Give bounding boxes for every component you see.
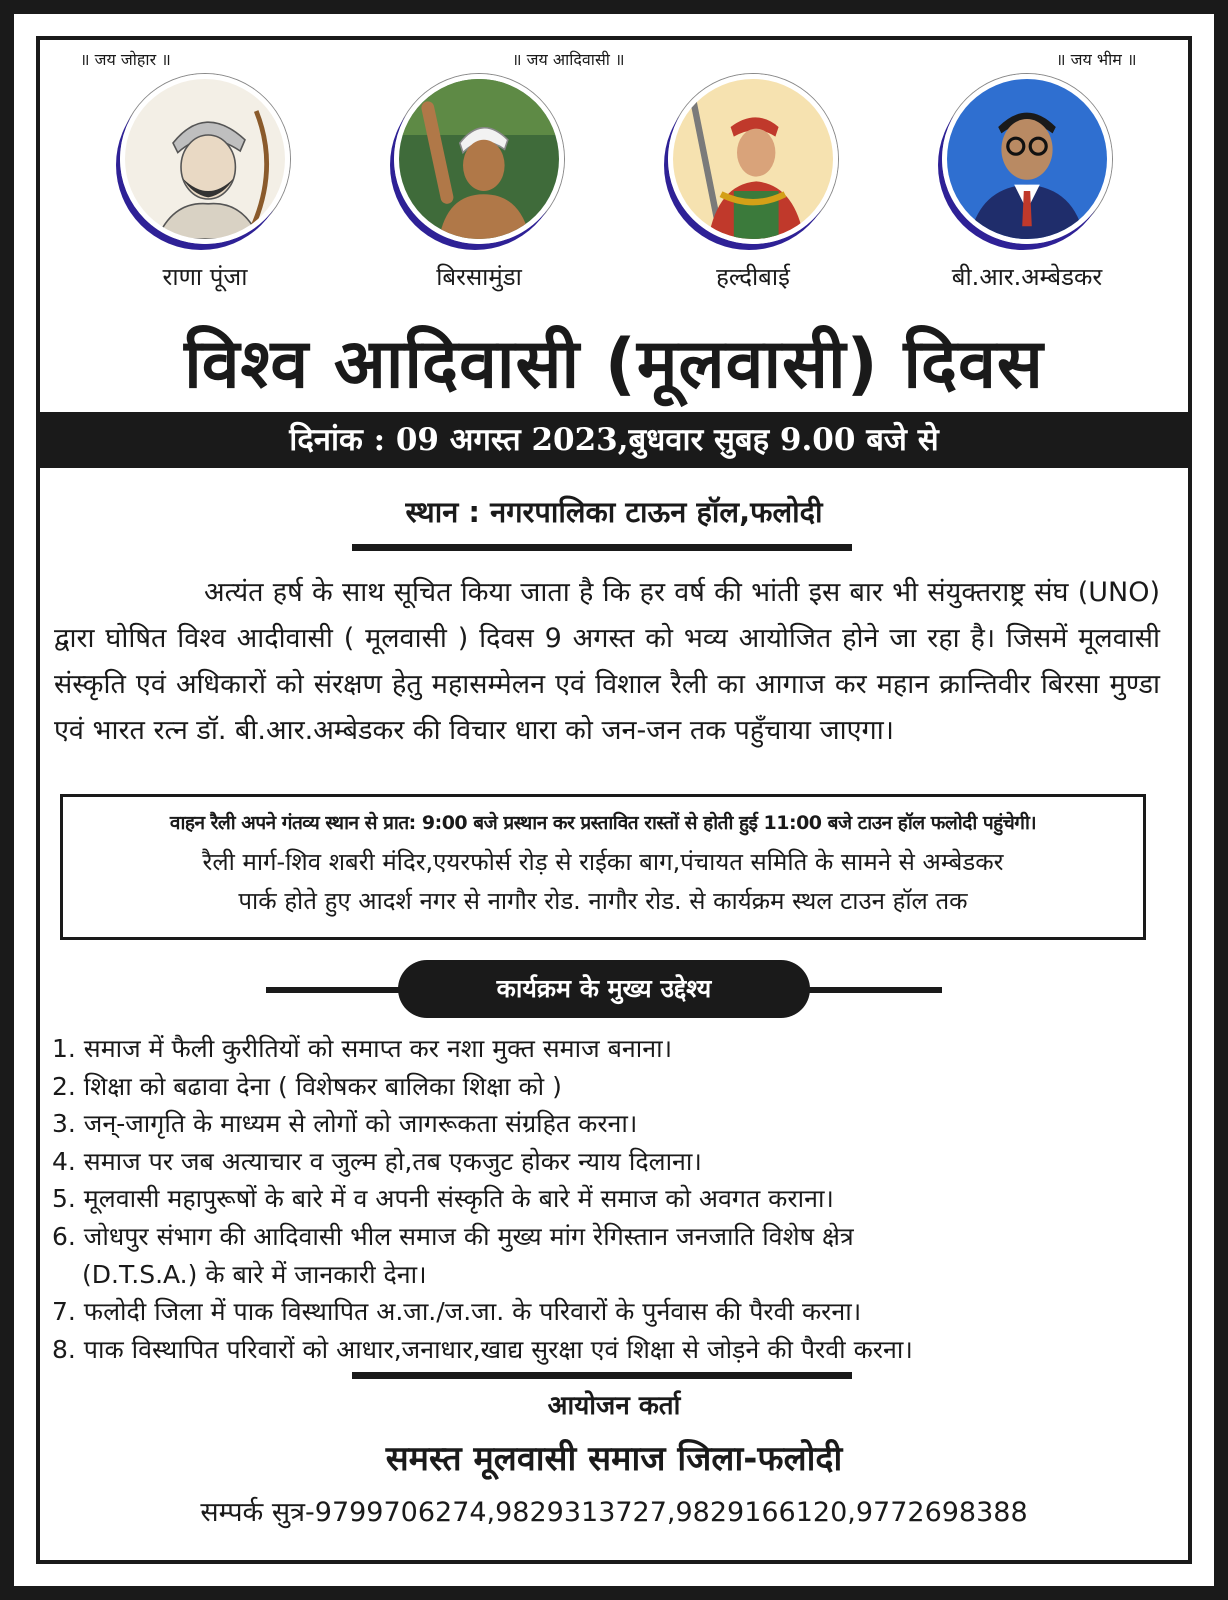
objective-text: 5. मूलवासी महापुरूषों के बारे में व अपनी संस्कृति के बारे में समाज को अवगत कराना।: [52, 1184, 834, 1214]
portrait-name-haldibai: हल्दीबाई: [716, 263, 790, 291]
objective-item: [52, 1331, 1172, 1369]
heading-rule-right: [802, 987, 942, 993]
objective-text: 4. समाज पर जब अत्याचार व जुल्म हो,तब एकजुट होकर न्याय दिलाना।: [52, 1146, 702, 1176]
divider-rule: [352, 544, 852, 551]
objective-item: [52, 1293, 1172, 1331]
objective-item: [52, 1068, 1172, 1106]
objective-text: 3. जन्-जागृति के माध्यम से लोगों को जागरूकता संग्रहित करना।: [52, 1109, 638, 1139]
birsa-munda-portrait-icon: [394, 74, 564, 244]
poster: [14, 14, 1214, 1586]
portrait-card-haldibai: [512, 40, 878, 310]
organizer-label: आयोजन कर्ता: [547, 1391, 681, 1421]
heading-rule-left: [266, 987, 406, 993]
objective-item: [52, 1105, 1172, 1143]
objective-item: [52, 1030, 1172, 1068]
rally-info-box: [60, 794, 1146, 940]
slogan-jai-bhim: ॥ जय भीम ॥: [1056, 50, 1137, 69]
ambedkar-portrait-icon: [942, 74, 1112, 244]
objective-item: [52, 1180, 1172, 1218]
slogan-jai-johar: ॥ जय जोहार ॥: [80, 50, 171, 69]
portrait-name-rana-punja: राणा पूंजा: [162, 263, 248, 291]
objectives-list: [52, 1030, 1172, 1368]
portrait-name-birsa-munda: बिरसामुंडा: [436, 263, 522, 291]
rally-route-line-1: रैली मार्ग-शिव शबरी मंदिर,एयरफोर्स रोड़ से राईका बाग,पंचायत समिति के सामने से अम्बेडकर: [202, 848, 1004, 876]
rana-punja-portrait-icon: [120, 74, 290, 244]
objective-item: [52, 1143, 1172, 1181]
objective-text: 8. पाक विस्थापित परिवारों को आधार,जनाधार,खाद्य सुरक्षा एवं शिक्षा से जोड़ने की पैरवी करना।: [52, 1334, 913, 1364]
slogan-jai-adivasi: ॥ जय आदिवासी ॥: [512, 50, 625, 69]
objective-text: 6. जोधपुर संभाग की आदिवासी भील समाज की मुख्य मांग रेगिस्तान जनजाति विशेष क्षेत्र: [52, 1221, 854, 1251]
intro-paragraph: [54, 570, 1160, 754]
objective-continuation: (D.T.S.A.) के बारे में जानकारी देना।: [82, 1259, 427, 1289]
objective-text: 7. फलोदी जिला में पाक विस्थापित अ.जा./ज.जा. के परिवारों के पुर्नवास की पैरवी करना।: [52, 1297, 862, 1327]
objectives-heading-pill: कार्यक्रम के मुख्य उद्देश्य: [398, 960, 810, 1018]
portrait-card-ambedkar: [902, 40, 1152, 310]
rally-route-line-2: पार्क होते हुए आदर्श नगर से नागौर रोड. नागौर रोड. से कार्यक्रम स्थल टाउन हॉल तक: [238, 887, 968, 915]
objective-item: [52, 1218, 1172, 1293]
objective-text: 1. समाज में फैली कुरीतियों को समाप्त कर नशा मुक्त समाज बनाना।: [52, 1034, 673, 1063]
portrait-card-rana-punja: [80, 40, 330, 310]
venue-line: स्थान : नगरपालिका टाऊन हॉल,फलोदी: [405, 495, 823, 529]
portrait-card-birsa-munda: [354, 40, 604, 310]
contact-numbers: सम्पर्क सुत्र-9799706274,9829313727,9829166120,9772698388: [200, 1497, 1028, 1528]
haldibai-portrait-icon: [668, 74, 838, 244]
rally-timing: वाहन रैली अपने गंतव्य स्थान से प्रात: 9:00 बजे प्रस्थान कर प्रस्तावित रास्तों से होती हुई 11:00 बजे टाउन हॉल फलोदी पहुंचेगी।: [169, 812, 1037, 834]
intro-text: अत्यंत हर्ष के साथ सूचित किया जाता है कि हर वर्ष की भांती इस बार भी संयुक्तराष्ट्र संघ (UNO) द्वारा घोषित विश्व आदीवासी ( मूलवासी ) दिवस 9 अगस्त को भव्य आयोजित होने जा रहा है। जिसमें मूलवासी संस्कृति एवं अधिकारों को संरक्षण हेतु महासम्मेलन एवं विशाल रैली का आगाज कर महान क्रान्तिवीर बिरसा मुण्डा एवं भारत रत्न डॉ. बी.आर.अम्बेडकर की विचार धारा को जन-जन तक पहुँचाया जाएगा।: [54, 577, 1160, 746]
date-banner: दिनांक : 09 अगस्त 2023,बुधवार सुबह 9.00 बजे से: [36, 412, 1192, 468]
page-title: विश्व आदिवासी (मूलवासी) दिवस: [184, 325, 1044, 404]
poster-frame: [36, 36, 1192, 1564]
organizer-name: समस्त मूलवासी समाज जिला-फलोदी: [385, 1439, 843, 1479]
objectives-heading: [40, 960, 1188, 1020]
portrait-name-ambedkar: बी.आर.अम्बेडकर: [951, 263, 1103, 291]
divider-rule: [352, 1372, 852, 1379]
objective-text: 2. शिक्षा को बढावा देना ( विशेषकर बालिका शिक्षा को ): [52, 1071, 562, 1101]
